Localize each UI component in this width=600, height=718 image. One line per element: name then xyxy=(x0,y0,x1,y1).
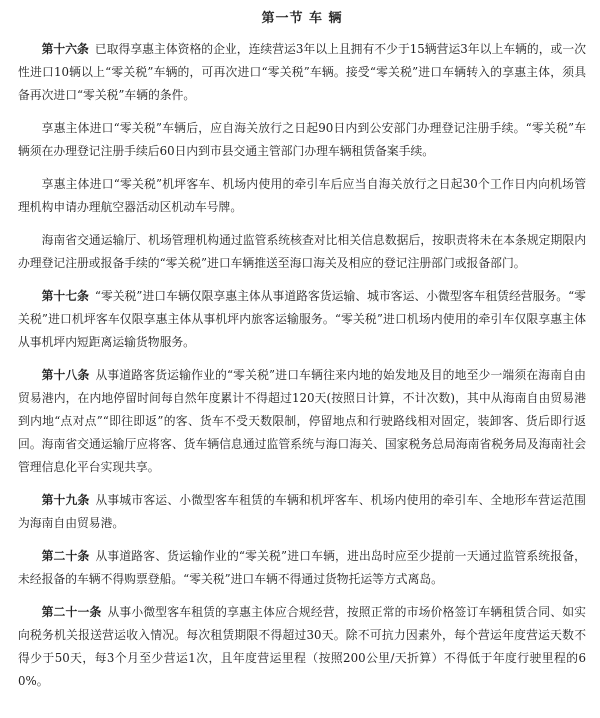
paragraph-text: 从事道路客货运输作业的“零关税”进口车辆往来内地的始发地及目的地至少一端须在海南自由贸易港内，在内地停留时间每自然年度累计不得超过120天(按照日计算，不计次数)，其中从海南自由贸易港到内地“点对点”“即往即返”的客、货车不受天数限制，停留地点和行驶路线相对固定，装卸客、货后即行返回。海南省交通运输厅应将客、货车辆信息通过监管系统与海口海关、国家税务总局海南省税务局及海南社会管理信息化平台实现共享。 xyxy=(18,368,586,474)
paragraph-article-17 xyxy=(18,285,586,354)
paragraph-text: 从事道路客、货运输作业的“零关税”进口车辆，进出岛时应至少提前一天通过监管系统报备，未经报备的车辆不得购票登船。“零关税”进口车辆不得通过货物托运等方式离岛。 xyxy=(18,549,586,586)
article-label: 第二十条 xyxy=(41,549,90,563)
article-label: 第二十一条 xyxy=(41,605,102,619)
paragraph-text: 从事城市客运、小微型客车租赁的车辆和机坪客车、机场内使用的牵引车、全地形车营运范围为海南自由贸易港。 xyxy=(18,493,586,530)
paragraph-airport-plates xyxy=(18,173,586,219)
article-label: 第十七条 xyxy=(41,289,89,303)
paragraph-text: “零关税”进口车辆仅限享惠主体从事道路客货运输、城市客运、小微型客车租赁经营服务。“零关税”进口机坪客车仅限享惠主体从事机坪内旅客运输服务。“零关税”进口机场内使用的牵引车仅限享惠主体从事机坪内短距离运输货物服务。 xyxy=(18,289,586,349)
paragraph-text: 海南省交通运输厅、机场管理机构通过监管系统核查对比相关信息数据后，按职责将未在本条规定期限内办理登记注册或报备手续的“零关税”进口车辆推送至海口海关及相应的登记注册部门或报备部门。 xyxy=(18,233,586,270)
paragraph-registration xyxy=(18,117,586,163)
paragraph-article-21 xyxy=(18,601,586,693)
article-label: 第十六条 xyxy=(41,42,89,56)
paragraph-article-19 xyxy=(18,489,586,535)
paragraph-article-18 xyxy=(18,364,586,479)
article-label: 第十九条 xyxy=(41,493,90,507)
paragraph-data-check xyxy=(18,229,586,275)
paragraph-article-20 xyxy=(18,545,586,591)
paragraph-text: 享惠主体进口“零关税”机坪客车、机场内使用的牵引车后应当自海关放行之日起30个工作日内向机场管理机构申请办理航空器活动区机动车号牌。 xyxy=(18,177,586,214)
paragraph-text: 享惠主体进口“零关税”车辆后，应自海关放行之日起90日内到公安部门办理登记注册手续。“零关税”车辆须在办理登记注册手续后60日内到市县交通主管部门办理车辆租赁备案手续。 xyxy=(18,121,586,158)
article-label: 第十八条 xyxy=(41,368,90,382)
paragraph-text: 已取得享惠主体资格的企业，连续营运3年以上且拥有不少于15辆营运3年以上车辆的，或一次性进口10辆以上“零关税”车辆的，可再次进口“零关税”车辆。接受“零关税”进口车辆转入的享惠主体，须具备再次进口“零关税”车辆的条件。 xyxy=(18,42,586,102)
paragraph-article-16 xyxy=(18,38,586,107)
paragraph-text: 从事小微型客车租赁的享惠主体应合规经营，按照正常的市场价格签订车辆租赁合同、如实向税务机关报送营运收入情况。每次租赁期限不得超过30天。除不可抗力因素外，每个营运年度营运天数不得少于50天，每3个月至少营运1次，且年度营运里程（按照200公里/天折算）不得低于年度行驶里程的60%。 xyxy=(18,605,586,688)
section-title: 第一节 车 辆 xyxy=(261,11,343,26)
